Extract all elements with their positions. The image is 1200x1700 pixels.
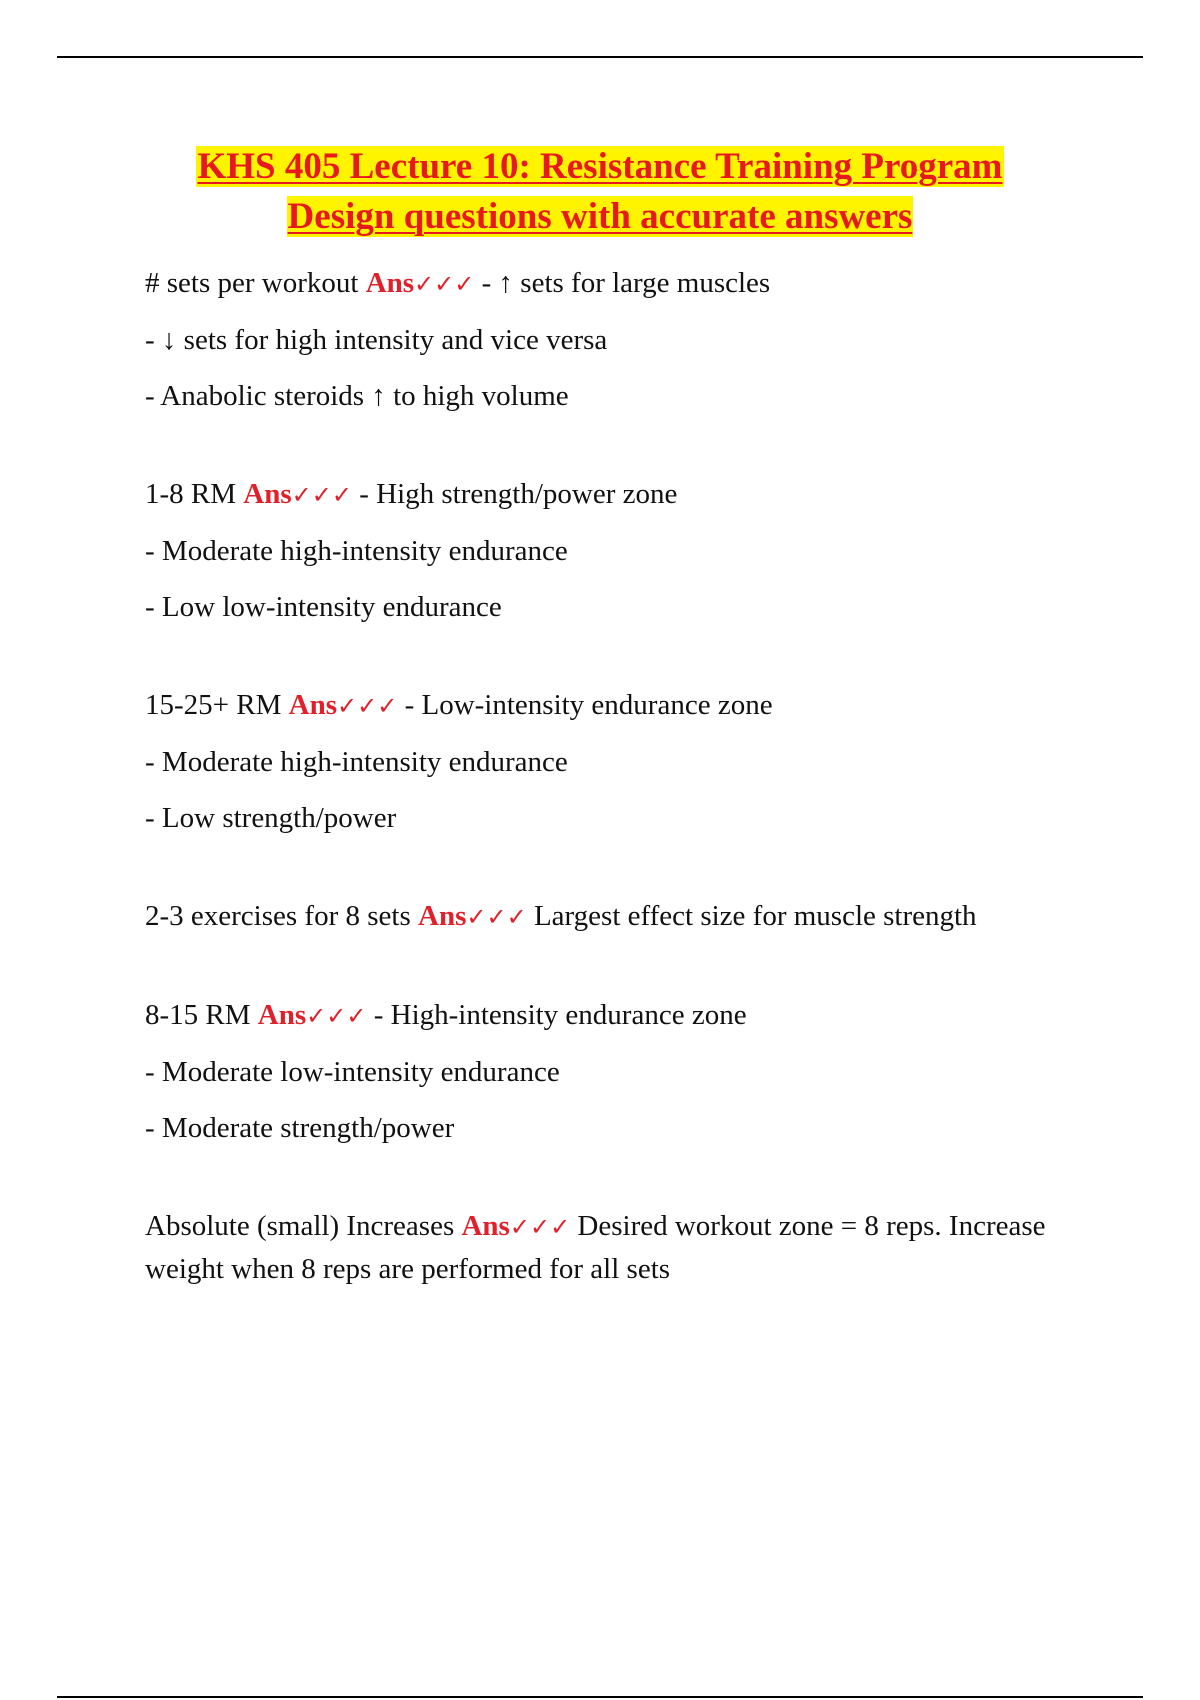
check-marks-icon: ✓✓✓ xyxy=(306,1002,367,1030)
answer-detail-line: - Moderate strength/power xyxy=(145,1112,455,1144)
answer-detail-line: - Moderate low-intensity endurance xyxy=(145,1056,560,1088)
qa-list xyxy=(145,262,1105,1346)
answer-detail-line: - Moderate high-intensity endurance xyxy=(145,746,568,778)
question-text: 8-15 RM xyxy=(145,999,251,1031)
question-text: Absolute (small) Increases xyxy=(145,1210,455,1242)
answer-label: Ans xyxy=(365,267,415,299)
qa-question-line xyxy=(145,1205,1105,1290)
check-marks-icon: ✓✓✓ xyxy=(291,481,352,509)
answer-detail-line: - Low low-intensity endurance xyxy=(145,591,502,623)
question-text: # sets per workout xyxy=(145,267,359,299)
document-title xyxy=(100,142,1100,242)
answer-detail-line: - ↓ sets for high intensity and vice versa xyxy=(145,324,608,356)
qa-question-line xyxy=(145,262,1105,305)
title-line-1: KHS 405 Lecture 10: Resistance Training Program xyxy=(197,146,1003,187)
answer-text: - High-intensity endurance zone xyxy=(373,999,747,1031)
question-text: 2-3 exercises for 8 sets xyxy=(145,900,411,932)
answer-label: Ans xyxy=(461,1210,510,1242)
answer-text: - High strength/power zone xyxy=(359,478,678,510)
top-divider xyxy=(57,56,1143,58)
answer-detail-line: - Moderate high-intensity endurance xyxy=(145,535,568,567)
question-text: 1-8 RM xyxy=(145,478,237,510)
bottom-divider xyxy=(57,1696,1143,1698)
qa-item xyxy=(145,994,1105,1149)
answer-label: Ans xyxy=(418,900,467,932)
answer-text: - ↑ sets for large muscles xyxy=(481,267,771,299)
qa-item xyxy=(145,1205,1105,1290)
qa-question-line xyxy=(145,684,1105,727)
qa-question-line xyxy=(145,994,1105,1037)
answer-label: Ans xyxy=(257,999,307,1031)
title-line-2: Design questions with accurate answers xyxy=(287,196,913,237)
answer-label: Ans xyxy=(243,478,292,510)
qa-question-line xyxy=(145,895,1105,938)
qa-item xyxy=(145,684,1105,839)
answer-text: Largest effect size for muscle strength xyxy=(533,900,977,932)
answer-detail-line: - Low strength/power xyxy=(145,802,397,834)
question-text: 15-25+ RM xyxy=(145,689,282,721)
answer-text: - Low-intensity endurance zone xyxy=(404,689,773,721)
answer-text: Desired workout zone = 8 reps. Increase weight when 8 reps are performed for all sets xyxy=(145,1210,1046,1285)
check-marks-icon: ✓✓✓ xyxy=(509,1213,571,1241)
answer-detail-line: - Anabolic steroids ↑ to high volume xyxy=(145,380,569,412)
qa-item xyxy=(145,473,1105,628)
check-marks-icon: ✓✓✓ xyxy=(414,270,475,298)
qa-question-line xyxy=(145,473,1105,516)
check-marks-icon: ✓✓✓ xyxy=(466,903,527,931)
qa-item xyxy=(145,895,1105,938)
answer-label: Ans xyxy=(288,689,337,721)
qa-item xyxy=(145,262,1105,417)
check-marks-icon: ✓✓✓ xyxy=(337,692,398,720)
